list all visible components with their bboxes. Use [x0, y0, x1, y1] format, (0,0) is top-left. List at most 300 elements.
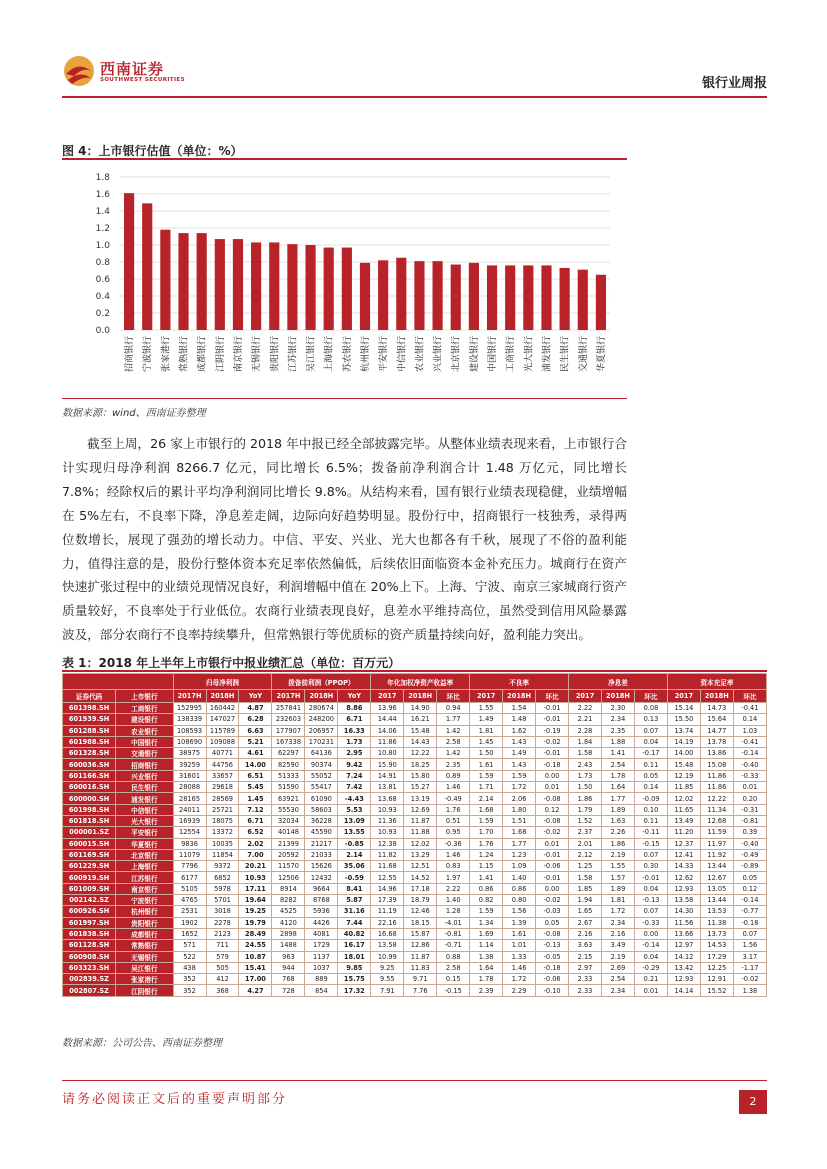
yoy-cell: 13.09	[338, 815, 371, 826]
table-cell: 1.23	[503, 849, 536, 860]
bank-name-cell: 南京银行	[116, 883, 173, 894]
table-cell: 11.87	[404, 951, 437, 962]
table-cell: 1.77	[503, 838, 536, 849]
bar-26	[578, 270, 588, 330]
table-cell: 13.19	[404, 793, 437, 804]
table-cell: 1.77	[602, 793, 635, 804]
stock-code-cell: 601128.SH	[63, 940, 116, 951]
column-header: 2018H	[602, 690, 635, 703]
table-cell: 13.96	[371, 703, 404, 714]
table-cell: 108593	[173, 725, 206, 736]
bank-name-cell: 无锡银行	[116, 951, 173, 962]
table-cell: 11.56	[667, 917, 700, 928]
table-row	[63, 849, 767, 860]
table-cell: 1.77	[437, 714, 470, 725]
bar-11	[305, 245, 315, 330]
table-cell: 10.99	[371, 951, 404, 962]
yoy-cell: 15.75	[338, 974, 371, 985]
table-cell: 1.89	[602, 804, 635, 815]
table-cell: 2278	[206, 917, 239, 928]
table-cell: 0.00	[634, 928, 667, 939]
table-cell: 9.25	[371, 962, 404, 973]
table-cell: 1.50	[470, 748, 503, 759]
yoy-cell: 5.87	[338, 895, 371, 906]
yoy-cell: 7.12	[239, 804, 272, 815]
yoy-cell: 35.06	[338, 861, 371, 872]
table-cell: 5701	[206, 895, 239, 906]
table-cell: 51333	[272, 770, 305, 781]
x-category-label: 浦发银行	[542, 335, 553, 373]
table-cell: 2898	[272, 928, 305, 939]
table-cell: -1.17	[733, 962, 766, 973]
table-cell: 1.41	[470, 872, 503, 883]
column-header: YoY	[239, 690, 272, 703]
table-cell: 28569	[206, 793, 239, 804]
table-cell: 2.21	[569, 714, 602, 725]
yoy-cell: 13.55	[338, 827, 371, 838]
table-cell: 1.86	[602, 838, 635, 849]
x-category-label: 常熟银行	[179, 336, 190, 373]
yoy-cell: 15.41	[239, 962, 272, 973]
stock-code-cell: 601998.SH	[63, 804, 116, 815]
table-cell: 1.78	[602, 770, 635, 781]
table-cell: -0.02	[536, 736, 569, 747]
table-cell: 3.49	[602, 940, 635, 951]
table-cell: 0.01	[536, 838, 569, 849]
table-cell: 13.86	[700, 748, 733, 759]
table-cell: 14.06	[371, 725, 404, 736]
table-cell: 1.56	[733, 940, 766, 951]
table-cell: 11.87	[404, 815, 437, 826]
table-cell: 711	[206, 940, 239, 951]
table-cell: -0.02	[536, 827, 569, 838]
table-cell: 352	[173, 985, 206, 996]
table-cell: 1.40	[437, 895, 470, 906]
table-row	[63, 872, 767, 883]
x-category-label: 民生银行	[560, 336, 571, 373]
table-cell: 11.65	[667, 804, 700, 815]
table-cell: 12.02	[404, 838, 437, 849]
table-cell: 0.82	[470, 895, 503, 906]
bank-name-cell: 江苏银行	[116, 872, 173, 883]
table-cell: 40148	[272, 827, 305, 838]
yoy-cell: 4.61	[239, 748, 272, 759]
table-cell: 2.15	[569, 951, 602, 962]
column-header: 2017	[569, 690, 602, 703]
stock-code-cell: 600908.SH	[63, 951, 116, 962]
table-cell: 11079	[173, 849, 206, 860]
table-cell: 0.12	[536, 804, 569, 815]
y-tick-label: 0.6	[95, 275, 110, 285]
table-cell: 1.01	[503, 940, 536, 951]
table-cell: 12432	[305, 872, 338, 883]
table-cell: 11.20	[667, 827, 700, 838]
table-cell: -0.40	[733, 759, 766, 770]
table-cell: 2.19	[602, 951, 635, 962]
table-cell: 1.49	[503, 748, 536, 759]
table-cell: 4120	[272, 917, 305, 928]
table-cell: 12.86	[404, 940, 437, 951]
table-cell: 1.85	[569, 883, 602, 894]
bank-name-cell: 农业银行	[116, 725, 173, 736]
table-cell: -0.14	[733, 748, 766, 759]
table-cell: 0.86	[503, 883, 536, 894]
table-cell: 1.57	[602, 872, 635, 883]
table-cell: 5105	[173, 883, 206, 894]
table-row	[63, 748, 767, 759]
bank-name-cell: 张家港行	[116, 974, 173, 985]
table-cell: 17.18	[404, 883, 437, 894]
table-source: 数据来源：公司公告、西南证券整理	[62, 1038, 222, 1049]
table-cell: 12.37	[667, 838, 700, 849]
table-cell: 0.05	[634, 770, 667, 781]
table-cell: 28088	[173, 782, 206, 793]
table-cell: 9836	[173, 838, 206, 849]
bank-name-cell: 民生银行	[116, 782, 173, 793]
table-cell: 0.51	[437, 815, 470, 826]
bar-24	[541, 265, 551, 330]
table-cell: 12.91	[700, 974, 733, 985]
table-cell: 12.93	[667, 883, 700, 894]
table-cell: 45590	[305, 827, 338, 838]
table-cell: 10.93	[371, 827, 404, 838]
table-cell: -0.33	[634, 917, 667, 928]
company-logo	[62, 54, 222, 94]
table-cell: 39259	[173, 759, 206, 770]
figure-bottom-rule	[62, 398, 627, 399]
table-cell: 11.97	[700, 838, 733, 849]
stock-code-cell: 600036.SH	[63, 759, 116, 770]
yoy-cell: 8.86	[338, 703, 371, 714]
yoy-cell: 28.49	[239, 928, 272, 939]
table-cell: 14.30	[667, 906, 700, 917]
table-cell: 1.81	[602, 895, 635, 906]
yoy-cell: 19.25	[239, 906, 272, 917]
table-cell: 21217	[305, 838, 338, 849]
table-cell: 11.86	[700, 770, 733, 781]
x-category-label: 南京银行	[233, 336, 244, 373]
table-cell: 2.12	[569, 849, 602, 860]
table-cell: 0.05	[733, 872, 766, 883]
column-header: 2018H	[503, 690, 536, 703]
table-cell: -0.11	[634, 827, 667, 838]
table-cell: 0.13	[634, 714, 667, 725]
yoy-cell: 20.21	[239, 861, 272, 872]
table-cell: 1.81	[470, 725, 503, 736]
table-cell: 0.04	[634, 951, 667, 962]
table-cell: 21399	[272, 838, 305, 849]
yoy-cell: 17.11	[239, 883, 272, 894]
bar-2	[142, 203, 152, 330]
table-cell: 1652	[173, 928, 206, 939]
table-cell: 1488	[272, 940, 305, 951]
table-cell: -0.14	[733, 895, 766, 906]
table-cell: 1.71	[470, 782, 503, 793]
table-cell: 12.93	[667, 974, 700, 985]
table-cell: 1.58	[569, 872, 602, 883]
column-header: 环比	[634, 690, 667, 703]
table-cell: 1.76	[437, 804, 470, 815]
bank-name-cell: 宁波银行	[116, 895, 173, 906]
table-cell: 4765	[173, 895, 206, 906]
table-cell: 0.05	[536, 917, 569, 928]
x-category-label: 北京银行	[451, 336, 462, 373]
x-category-label: 光大银行	[524, 336, 535, 373]
table-cell: 3.63	[569, 940, 602, 951]
bar-8	[251, 242, 261, 330]
table-cell: 31601	[173, 770, 206, 781]
table-cell: 12.97	[667, 940, 700, 951]
table-cell: -0.81	[437, 928, 470, 939]
table-cell: 15.87	[404, 928, 437, 939]
table-row	[63, 827, 767, 838]
bank-name-cell: 吴江银行	[116, 962, 173, 973]
logo-text-en: SOUTHWEST SECURITIES	[100, 77, 185, 83]
stock-code-cell: 000001.SZ	[63, 827, 116, 838]
table-cell: 2.22	[569, 703, 602, 714]
figure-top-rule	[62, 158, 627, 160]
x-category-label: 农业银行	[415, 336, 426, 373]
table-cell: 64136	[305, 748, 338, 759]
bank-name-cell: 华夏银行	[116, 838, 173, 849]
table-cell: 11.34	[700, 804, 733, 815]
table-cell: 0.07	[634, 906, 667, 917]
bar-4	[178, 233, 188, 330]
table-cell: 2.67	[569, 917, 602, 928]
column-header: YoY	[338, 690, 371, 703]
x-category-label: 江阴银行	[215, 336, 226, 373]
stock-code-cell: 601398.SH	[63, 703, 116, 714]
table-cell: 2.26	[602, 827, 635, 838]
table-cell: 2.19	[602, 849, 635, 860]
table-cell: 1.73	[569, 770, 602, 781]
table-cell: 14.90	[404, 703, 437, 714]
table-cell: 0.21	[634, 974, 667, 985]
table-cell: 13.44	[700, 895, 733, 906]
table-cell: 15.48	[667, 759, 700, 770]
table-cell: 18.79	[404, 895, 437, 906]
table-cell: 2.35	[437, 759, 470, 770]
x-category-label: 成都银行	[197, 336, 208, 373]
yoy-cell: 19.79	[239, 917, 272, 928]
group-header-nim: 净息差	[569, 674, 668, 690]
table-cell: -0.08	[536, 928, 569, 939]
table-cell: -0.71	[437, 940, 470, 951]
table-cell: 8282	[272, 895, 305, 906]
bar-20	[469, 263, 479, 330]
column-header: 上市银行	[116, 690, 173, 703]
table-cell: -0.01	[536, 872, 569, 883]
yoy-cell: 4.87	[239, 703, 272, 714]
stock-code-cell: 601328.SH	[63, 748, 116, 759]
table-cell: 12.67	[700, 872, 733, 883]
table-cell: 522	[173, 951, 206, 962]
table-cell: 2.33	[569, 974, 602, 985]
bank-name-cell: 贵阳银行	[116, 917, 173, 928]
table-cell: 1.76	[470, 838, 503, 849]
table-cell: 2.35	[602, 725, 635, 736]
table-cell: 2.43	[569, 759, 602, 770]
bank-results-table	[62, 673, 767, 997]
table-cell: 2.29	[503, 985, 536, 996]
table-cell: 1.43	[503, 736, 536, 747]
table-cell: 15.52	[700, 985, 733, 996]
table-cell: 352	[173, 974, 206, 985]
table-cell: 0.80	[503, 895, 536, 906]
table-cell: 13.78	[700, 736, 733, 747]
table-cell: 1.94	[569, 895, 602, 906]
column-header: 环比	[536, 690, 569, 703]
table-cell: 13.44	[700, 861, 733, 872]
table-cell: 1.59	[470, 815, 503, 826]
table-cell: 13.05	[700, 883, 733, 894]
table-cell: 44756	[206, 759, 239, 770]
table-cell: 1.72	[602, 906, 635, 917]
table-cell: 728	[272, 985, 305, 996]
table-cell: 2.33	[569, 985, 602, 996]
table-cell: 15.14	[667, 703, 700, 714]
table-cell: 944	[272, 962, 305, 973]
table-cell: 11854	[206, 849, 239, 860]
table-cell: 0.04	[634, 883, 667, 894]
table-row	[63, 895, 767, 906]
stock-code-cell: 002839.SZ	[63, 974, 116, 985]
table-cell: 1902	[173, 917, 206, 928]
bar-16	[396, 258, 406, 330]
table-cell: -0.08	[536, 815, 569, 826]
yoy-cell: 14.00	[239, 759, 272, 770]
bank-name-cell: 浦发银行	[116, 793, 173, 804]
table-cell: 13.66	[667, 928, 700, 939]
table-row	[63, 838, 767, 849]
table-row	[63, 917, 767, 928]
yoy-cell: 6.63	[239, 725, 272, 736]
table-cell: 3018	[206, 906, 239, 917]
table-cell: 11.38	[700, 917, 733, 928]
table-cell: 14.77	[700, 725, 733, 736]
bank-name-cell: 光大银行	[116, 815, 173, 826]
table-cell: 0.12	[733, 883, 766, 894]
table-cell: 2.58	[437, 962, 470, 973]
column-header: 2018H	[700, 690, 733, 703]
table-cell: 1.03	[733, 725, 766, 736]
figure-title: 图 4：上市银行估值（单位：%）	[62, 144, 243, 158]
table-cell: 51590	[272, 782, 305, 793]
table-cell: 257841	[272, 703, 305, 714]
table-cell: 1.41	[602, 748, 635, 759]
table-row	[63, 974, 767, 985]
table-cell: 1.09	[503, 861, 536, 872]
table-cell: 1.14	[470, 940, 503, 951]
stock-code-cell: 601988.SH	[63, 736, 116, 747]
table-cell: 12.51	[404, 861, 437, 872]
table-cell: -0.40	[733, 838, 766, 849]
bar-10	[287, 244, 297, 330]
table-cell: -0.18	[733, 917, 766, 928]
table-cell: 5978	[206, 883, 239, 894]
y-tick-label: 0.0	[95, 326, 110, 336]
table-cell: 2.54	[602, 974, 635, 985]
table-cell: 20592	[272, 849, 305, 860]
table-cell: 0.86	[470, 883, 503, 894]
table-row	[63, 962, 767, 973]
table-cell: 16939	[173, 815, 206, 826]
table-cell: -0.08	[536, 793, 569, 804]
table-cell: 15.27	[404, 782, 437, 793]
table-cell: -0.33	[733, 770, 766, 781]
table-cell: 2.34	[602, 985, 635, 996]
table-cell: 58603	[305, 804, 338, 815]
table-cell: 1.56	[503, 906, 536, 917]
column-header: 2017	[667, 690, 700, 703]
table-row	[63, 940, 767, 951]
table-cell: 11.68	[371, 861, 404, 872]
bar-12	[324, 248, 334, 330]
table-top-rule	[62, 670, 767, 672]
table-cell: 2.39	[470, 985, 503, 996]
stock-code-cell: 600015.SH	[63, 838, 116, 849]
table-cell: 2.97	[569, 962, 602, 973]
table-cell: 1037	[305, 962, 338, 973]
column-header: 2017	[470, 690, 503, 703]
table-cell: 14.33	[667, 861, 700, 872]
table-cell: -0.18	[536, 962, 569, 973]
table-cell: -0.06	[536, 861, 569, 872]
y-tick-label: 0.4	[95, 292, 110, 302]
table-cell: -0.17	[634, 748, 667, 759]
table-column-header-row	[63, 690, 767, 703]
yoy-cell: 2.95	[338, 748, 371, 759]
bar-18	[433, 261, 443, 330]
table-cell: 571	[173, 940, 206, 951]
table-cell: -0.02	[536, 895, 569, 906]
table-cell: 38975	[173, 748, 206, 759]
table-cell: 28165	[173, 793, 206, 804]
table-cell: 13.81	[371, 782, 404, 793]
table-cell: 0.07	[733, 928, 766, 939]
table-cell: 0.30	[634, 861, 667, 872]
bank-name-cell: 成都银行	[116, 928, 173, 939]
x-category-label: 建设银行	[469, 336, 480, 373]
table-cell: 160442	[206, 703, 239, 714]
table-cell: 90374	[305, 759, 338, 770]
table-cell: 1.89	[602, 883, 635, 894]
table-cell: 1.84	[569, 736, 602, 747]
table-cell: -0.01	[536, 714, 569, 725]
y-tick-label: 1.2	[95, 224, 110, 234]
bank-name-cell: 交通银行	[116, 748, 173, 759]
table-cell: -0.89	[733, 861, 766, 872]
x-category-label: 张家港行	[161, 336, 172, 373]
table-cell: 5936	[305, 906, 338, 917]
table-cell: 18075	[206, 815, 239, 826]
table-row	[63, 770, 767, 781]
bank-name-cell: 杭州银行	[116, 906, 173, 917]
table-cell: 1.45	[470, 736, 503, 747]
yoy-cell: 17.32	[338, 985, 371, 996]
table-cell: 1.80	[503, 804, 536, 815]
table-cell: 0.04	[634, 736, 667, 747]
table-cell: 280674	[305, 703, 338, 714]
table-cell: 2.37	[569, 827, 602, 838]
x-category-label: 杭州银行	[361, 336, 371, 373]
table-cell: 9.71	[404, 974, 437, 985]
table-cell: 29618	[206, 782, 239, 793]
x-category-label: 兴业银行	[433, 336, 444, 373]
yoy-cell: -0.85	[338, 838, 371, 849]
table-cell: 0.95	[437, 827, 470, 838]
table-cell: 32034	[272, 815, 305, 826]
